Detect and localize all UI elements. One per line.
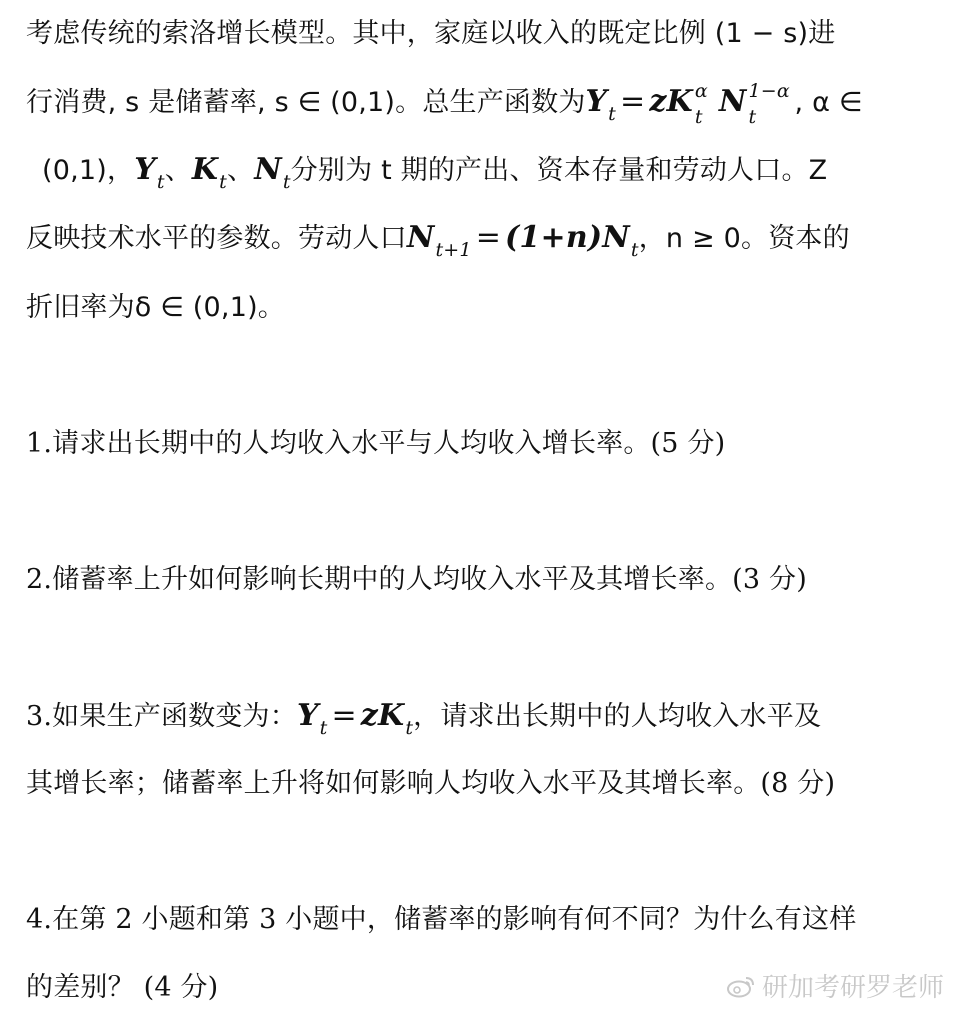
intro-text: , α ∈ xyxy=(794,87,863,118)
question-2 xyxy=(26,560,932,604)
intro-text: 行消费, s 是储蓄率, s ∈ (0,1)。总生产函数为 xyxy=(26,87,586,118)
watermark-text: 研加考研罗老师 xyxy=(761,973,944,1003)
intro-text: 折旧率为δ ∈ (0,1)。 xyxy=(26,292,286,323)
intro-text: 反映技术水平的参数。劳动人口 xyxy=(26,223,407,254)
math-Nt: $N_t$ xyxy=(254,152,291,193)
intro-line-1 xyxy=(26,14,932,58)
intro-text: ，n ≥ 0。资本的 xyxy=(638,223,850,254)
watermark xyxy=(726,967,944,1004)
intro-text: 分别为 t 期的产出、资本存量和劳动人口。Z xyxy=(290,155,828,186)
question-3-line-1 xyxy=(26,696,932,740)
math-Yt: $Y_t$ xyxy=(134,152,165,193)
math-Kt: $K_t$ xyxy=(191,152,228,193)
question-4-line-1 xyxy=(26,900,932,944)
labor-equation: $N_{t+1} = (1+n)N_t$ xyxy=(406,220,639,261)
separator: 、 xyxy=(164,155,192,186)
intro-text: 考虑传统的索洛增长模型。其中，家庭以收入的既定比例 (1 − s)进 xyxy=(26,18,836,49)
intro-line-5 xyxy=(26,288,932,332)
question-text: 3.如果生产函数变为： xyxy=(26,701,297,732)
new-production-function: $Y_t = zK_t$ xyxy=(296,698,414,739)
production-function: $Y_t$ = zK α t N 1−α t xyxy=(585,80,790,128)
intro-line-3 xyxy=(42,150,932,194)
question-text: 2.储蓄率上升如何影响长期中的人均收入水平及其增长率。(3 分) xyxy=(26,564,807,595)
intro-text: (0,1)， xyxy=(42,155,135,186)
question-text: 1.请求出长期中的人均收入水平与人均收入增长率。(5 分) xyxy=(26,428,726,459)
question-text: ，请求出长期中的人均收入水平及 xyxy=(413,701,822,732)
question-text: 其增长率；储蓄率上升将如何影响人均收入水平及其增长率。(8 分) xyxy=(26,768,836,799)
intro-line-2 xyxy=(26,82,932,126)
intro-line-4 xyxy=(26,218,932,262)
separator: 、 xyxy=(227,155,255,186)
question-text: 的差别？ (4 分) xyxy=(26,972,219,1003)
question-text: 4.在第 2 小题和第 3 小题中，储蓄率的影响有何不同？为什么有这样 xyxy=(26,904,857,935)
question-1 xyxy=(26,424,932,468)
weibo-icon xyxy=(726,974,756,998)
question-3-line-2 xyxy=(26,764,932,808)
